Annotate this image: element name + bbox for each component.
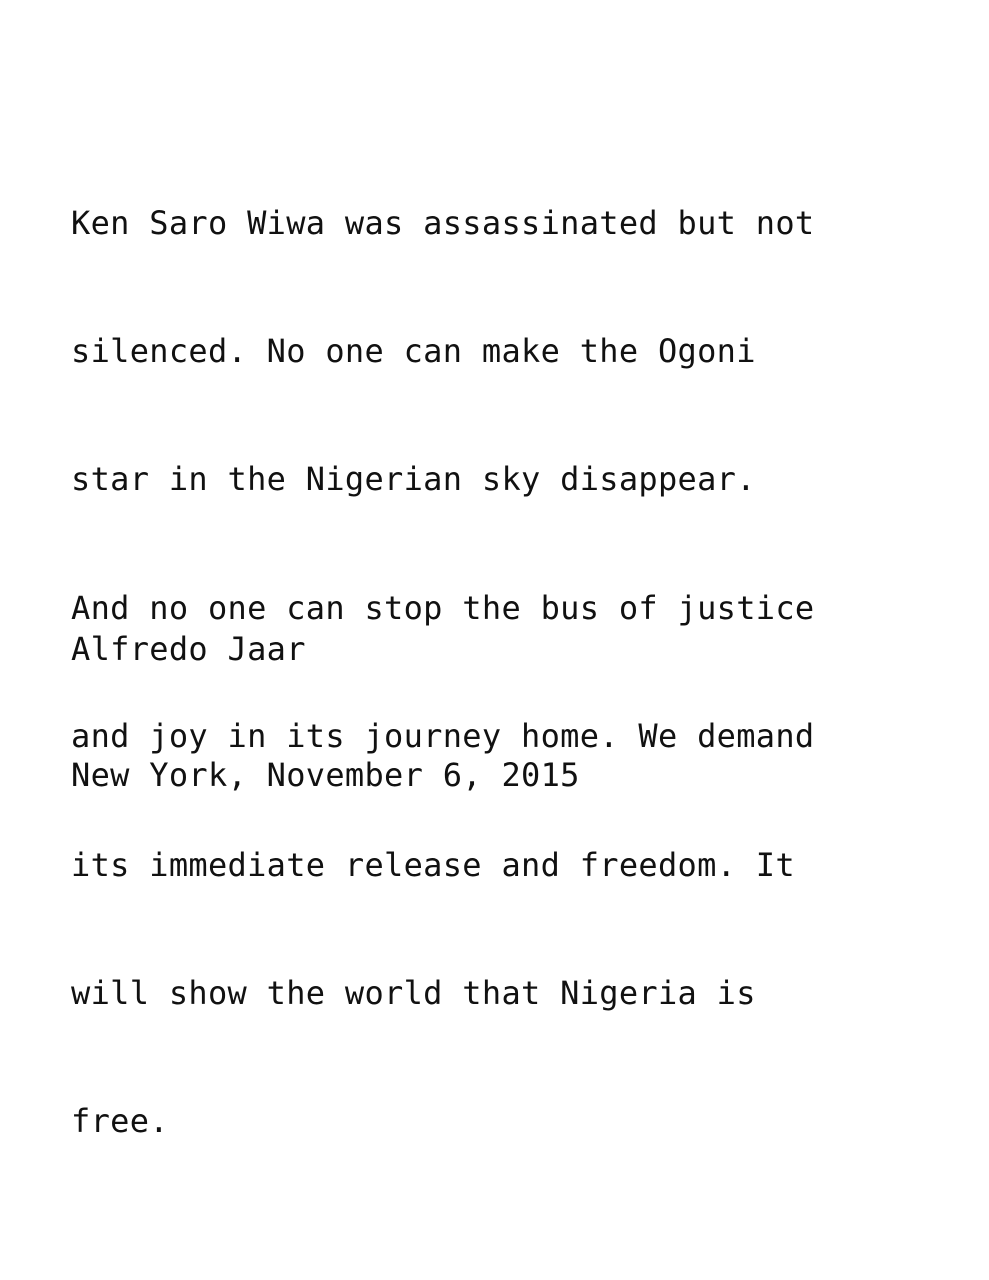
statement-line: free.	[71, 1102, 169, 1141]
statement-line: Ken Saro Wiwa was assassinated but not	[71, 203, 815, 242]
statement-line: And no one can stop the bus of justice	[71, 588, 815, 627]
statement-line: silenced. No one can make the Ogoni	[71, 331, 756, 370]
statement-line: its immediate release and freedom. It	[71, 845, 795, 884]
statement-line: star in the Nigerian sky disappear.	[71, 460, 756, 499]
signature-block	[71, 544, 580, 880]
statement-line: and joy in its journey home. We demand	[71, 717, 815, 756]
statement-line: will show the world that Nigeria is	[71, 973, 756, 1012]
place-and-date: New York, November 6, 2015	[71, 756, 580, 794]
author-name: Alfredo Jaar	[71, 630, 306, 668]
